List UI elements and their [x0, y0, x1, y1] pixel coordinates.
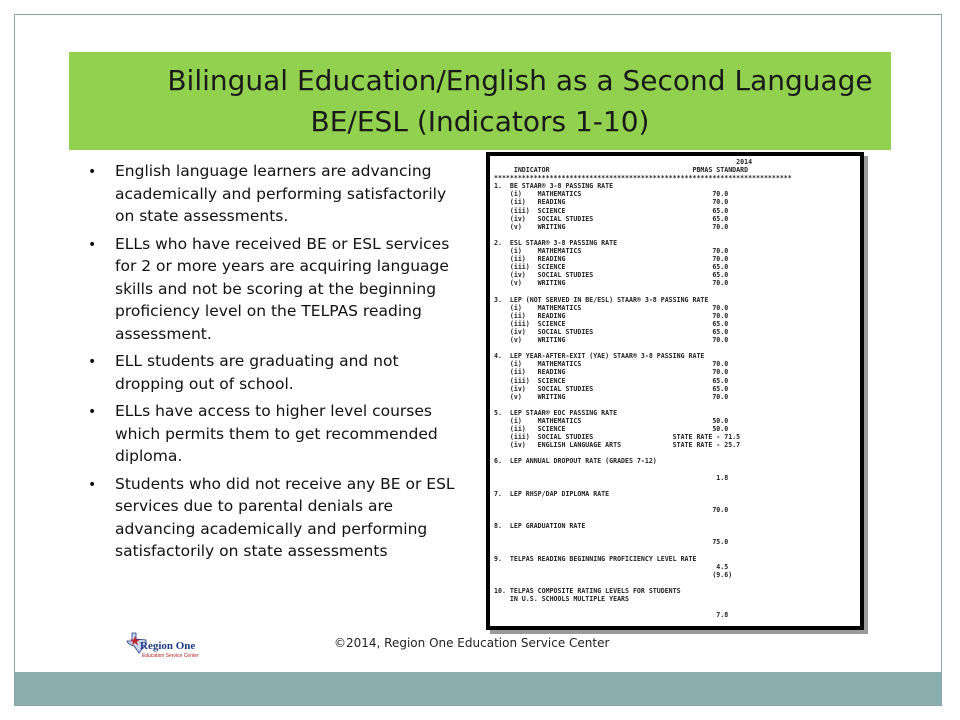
slide-title-line1: Bilingual Education/English as a Second Language	[167, 64, 873, 97]
bullet-icon: •	[88, 236, 97, 253]
copyright-text: ©2014, Region One Education Service Center	[334, 636, 610, 650]
pbmas-standards-report	[486, 152, 864, 630]
bullet-icon: •	[88, 404, 97, 420]
bullet-text: English language learners are advancing academically and performing satisfactorily on state assessments.	[115, 162, 447, 225]
bullet-item	[88, 233, 458, 346]
bullet-item	[88, 400, 458, 468]
bullet-icon: •	[88, 164, 97, 180]
slide-title-line2: BE/ESL (Indicators 1-10)	[310, 105, 650, 138]
bullet-icon: •	[88, 476, 97, 493]
footer-bar	[15, 672, 941, 705]
report-text: 2014 INDICATOR PBMAS STANDARD *************************************************************************** 1. BE STAAR® 3-8 PASSING RATE (i) MATHEMATICS 70.0 (ii) READING 70.0 (iii) SCIENCE 65.0 (iv) SOCIAL STUDIES 65.0 (v) WRITING 70.0 2. ESL STAAR® 3-8 PASSING RATE (i) MATHEMATICS 70.0 (ii) READING 70.0 (iii) SCIENCE 65.0 (iv) SOCIAL STUDIES 65.0 (v) WRITING 70.0 3. LEP (NOT SERVED IN BE/ESL) STAAR® 3-8 PASSING RATE (i) MATHEMATICS 70.0 (ii) READING 70.0 (iii) SCIENCE 65.0 (iv) SOCIAL STUDIES 65.0 (v) WRITING 70.0 4. LEP YEAR-AFTER-EXIT (YAE) STAAR® 3-8 PASSING RATE (i) MATHEMATICS 70.0 (ii) READING 70.0 (iii) SCIENCE 65.0 (iv) SOCIAL STUDIES 65.0 (v) WRITING 70.0 5. LEP STAAR® EOC PASSING RATE (i) MATHEMATICS 50.0 (ii) SCIENCE 50.0 (iii) SOCIAL STUDIES STATE RATE - 71.5 (iv) ENGLISH LANGUAGE ARTS STATE RATE - 25.7 6. LEP ANNUAL DROPOUT RATE (GRADES 7-12) 1.8 7. LEP RHSP/DAP DIPLOMA RATE 70.0 8. LEP GRADUATION RATE 75.0 9. TELPAS READING BEGINNING PROFICIENCY LEVEL RATE 4.5 (9.6) 10. TELPAS COMPOSITE RATING LEVELS FOR STUDENTS IN U.S. SCHOOLS MULTIPLE YEARS 7.8	[494, 158, 792, 620]
bullet-list	[88, 160, 458, 568]
logo-subtitle: Education Service Center	[142, 653, 199, 659]
bullet-item	[88, 473, 458, 563]
title-banner	[69, 52, 891, 150]
bullet-text: ELLs have access to higher level courses which permits them to get recommended diploma.	[115, 402, 438, 465]
bullet-text: ELL students are graduating and not dropping out of school.	[115, 352, 399, 393]
bullet-item	[88, 350, 458, 395]
bullet-item	[88, 160, 458, 228]
logo-name: Region One	[140, 640, 196, 652]
bullet-text: ELLs who have received BE or ESL services for 2 or more years are acquiring language skills and not be scoring at the beginning proficiency level on the TELPAS reading assessment.	[115, 234, 450, 343]
bullet-text: Students who did not receive any BE or ESL services due to parental denials are advancing academically and performing satisfactorily on state assessments	[115, 474, 455, 560]
bullet-icon: •	[88, 354, 97, 370]
region-one-logo	[118, 630, 198, 664]
